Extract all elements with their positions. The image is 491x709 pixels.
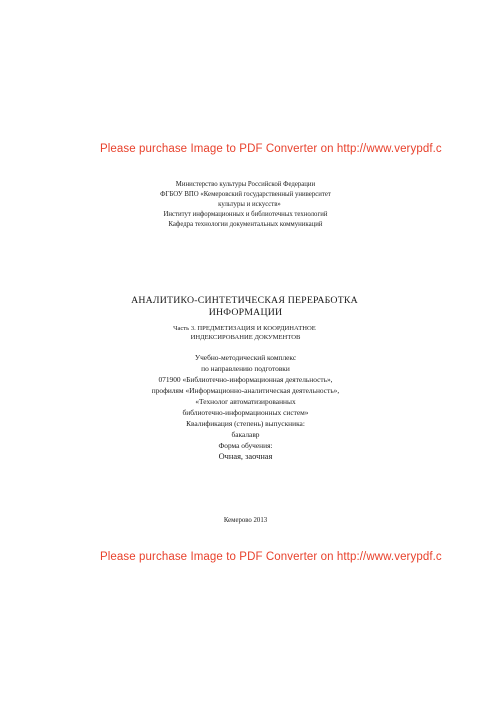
watermark-top: Please purchase Image to PDF Converter on http://www.verypdf.c xyxy=(100,143,442,155)
ministry-header xyxy=(0,180,491,230)
qualification-value: бакалавр xyxy=(231,430,260,439)
complex-line-2: по направлению подготовки xyxy=(201,364,290,373)
institute-line: Институт информационных и библиотечных технологий xyxy=(163,211,328,218)
title-line-1: АНАЛИТИКО-СИНТЕТИЧЕСКАЯ ПЕРЕРАБОТКА xyxy=(131,295,358,306)
university-line: ФГБОУ ВПО «Кемеровский государственный университет xyxy=(160,191,331,198)
course-complex-info xyxy=(0,352,491,463)
city-year: Кемерово 2013 xyxy=(223,517,268,524)
complex-line-3: 071900 «Библиотечно-информационная деятельность», xyxy=(158,375,333,384)
complex-line-1: Учебно-методический комплекс xyxy=(194,353,297,362)
part-line-1: Часть 3. ПРЕДМЕТИЗАЦИЯ И КООРДИНАТНОЕ xyxy=(173,325,316,332)
ministry-line: Министерство культуры Российской Федерации xyxy=(175,181,316,188)
department-line: Кафедра технологии документальных коммуникаций xyxy=(168,221,323,228)
title-line-2: ИНФОРМАЦИИ xyxy=(208,307,283,318)
university-line-cont: культуры и искусств» xyxy=(218,201,281,208)
qualification-label: Квалификация (степень) выпускника: xyxy=(186,419,305,428)
complex-line-4: профилям «Информационно-аналитическая деятельность», xyxy=(151,386,340,395)
study-form-value: Очная, заочная xyxy=(218,452,273,461)
document-part xyxy=(0,324,491,342)
complex-line-5: «Технолог автоматизированных xyxy=(195,397,296,406)
study-form-label: Форма обучения: xyxy=(218,441,273,450)
watermark-bottom: Please purchase Image to PDF Converter on http://www.verypdf.c xyxy=(100,551,442,563)
complex-line-6: библиотечно-информационных систем» xyxy=(182,408,309,417)
part-line-2: ИНДЕКСИРОВАНИЕ ДОКУМЕНТОВ xyxy=(190,334,301,341)
document-title xyxy=(0,295,491,319)
